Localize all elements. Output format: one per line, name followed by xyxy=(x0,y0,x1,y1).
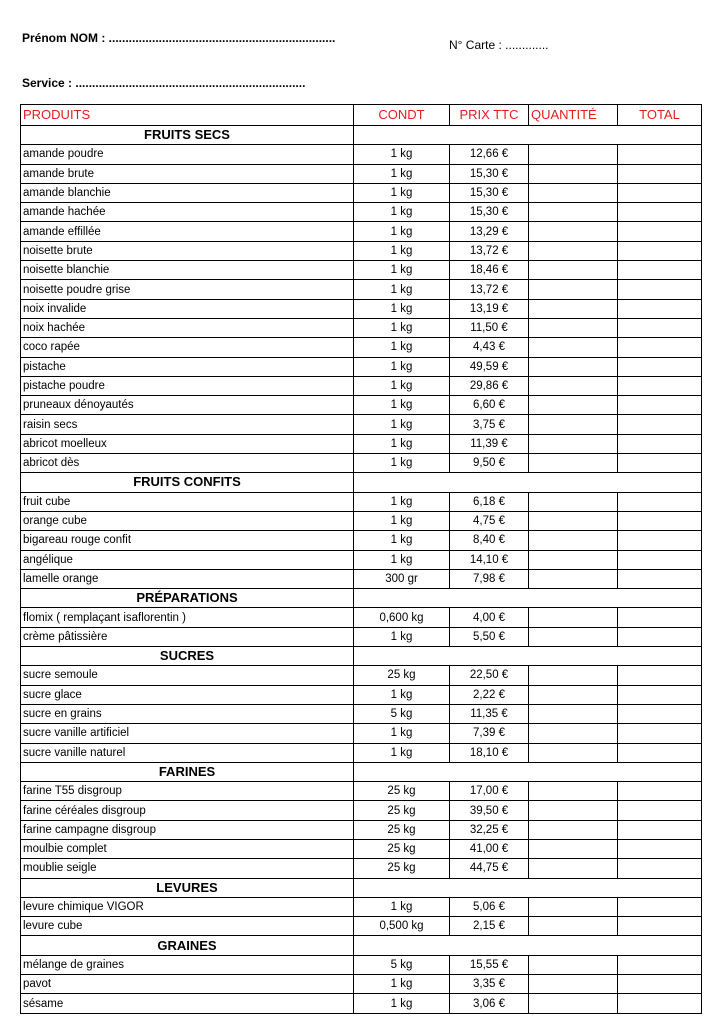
product-price: 13,72 € xyxy=(450,280,529,299)
product-packaging: 25 kg xyxy=(354,801,450,820)
product-row xyxy=(21,569,702,588)
product-row xyxy=(21,376,702,395)
product-price: 5,06 € xyxy=(450,897,529,916)
product-row xyxy=(21,203,702,222)
product-row xyxy=(21,685,702,704)
product-packaging: 1 kg xyxy=(354,376,450,395)
product-packaging: 1 kg xyxy=(354,511,450,530)
total-cell xyxy=(618,454,702,473)
total-cell xyxy=(618,145,702,164)
product-name: moulbie complet xyxy=(21,839,354,858)
product-packaging: 25 kg xyxy=(354,839,450,858)
total-cell xyxy=(618,801,702,820)
category-title-text: SUCRES xyxy=(159,648,215,664)
quantity-cell[interactable] xyxy=(529,917,618,936)
column-header-price: PRIX TTC xyxy=(450,105,529,126)
product-row xyxy=(21,608,702,627)
product-packaging: 25 kg xyxy=(354,782,450,801)
product-price: 9,50 € xyxy=(450,454,529,473)
total-cell xyxy=(618,241,702,260)
product-packaging: 1 kg xyxy=(354,183,450,202)
product-row xyxy=(21,704,702,723)
total-cell xyxy=(618,299,702,318)
category-title xyxy=(21,589,354,608)
category-row xyxy=(21,126,702,145)
product-packaging: 0,600 kg xyxy=(354,608,450,627)
quantity-cell[interactable] xyxy=(529,531,618,550)
product-row xyxy=(21,261,702,280)
total-cell xyxy=(618,839,702,858)
total-cell xyxy=(618,724,702,743)
product-price: 32,25 € xyxy=(450,820,529,839)
product-packaging: 1 kg xyxy=(354,897,450,916)
quantity-cell[interactable] xyxy=(529,820,618,839)
product-price: 2,22 € xyxy=(450,685,529,704)
product-row xyxy=(21,782,702,801)
product-price: 6,18 € xyxy=(450,492,529,511)
quantity-cell[interactable] xyxy=(529,550,618,569)
quantity-cell[interactable] xyxy=(529,357,618,376)
product-name: amande blanchie xyxy=(21,183,354,202)
product-price: 8,40 € xyxy=(450,531,529,550)
category-title xyxy=(21,647,354,666)
total-cell xyxy=(618,820,702,839)
category-row-blank xyxy=(354,936,702,955)
product-price: 7,98 € xyxy=(450,569,529,588)
product-price: 13,29 € xyxy=(450,222,529,241)
quantity-cell[interactable] xyxy=(529,183,618,202)
product-packaging: 1 kg xyxy=(354,164,450,183)
product-row xyxy=(21,955,702,974)
total-cell xyxy=(618,859,702,878)
product-name: noisette poudre grise xyxy=(21,280,354,299)
product-name: orange cube xyxy=(21,511,354,530)
product-packaging: 1 kg xyxy=(354,685,450,704)
product-price: 13,19 € xyxy=(450,299,529,318)
quantity-cell[interactable] xyxy=(529,241,618,260)
product-name: levure chimique VIGOR xyxy=(21,897,354,916)
quantity-cell[interactable] xyxy=(529,203,618,222)
category-row xyxy=(21,762,702,781)
quantity-cell[interactable] xyxy=(529,376,618,395)
category-title xyxy=(21,473,354,492)
product-price: 41,00 € xyxy=(450,839,529,858)
product-packaging: 25 kg xyxy=(354,820,450,839)
product-packaging: 300 gr xyxy=(354,569,450,588)
product-row xyxy=(21,492,702,511)
product-row xyxy=(21,434,702,453)
product-row xyxy=(21,454,702,473)
quantity-cell[interactable] xyxy=(529,975,618,994)
product-row xyxy=(21,839,702,858)
product-name: angélique xyxy=(21,550,354,569)
product-packaging: 1 kg xyxy=(354,994,450,1013)
total-cell xyxy=(618,975,702,994)
category-row-blank xyxy=(354,762,702,781)
quantity-cell[interactable] xyxy=(529,724,618,743)
category-row xyxy=(21,647,702,666)
product-name: noix invalide xyxy=(21,299,354,318)
product-price: 15,30 € xyxy=(450,203,529,222)
product-name: amande poudre xyxy=(21,145,354,164)
product-price: 6,60 € xyxy=(450,396,529,415)
product-packaging: 1 kg xyxy=(354,724,450,743)
total-cell xyxy=(618,550,702,569)
product-price: 11,50 € xyxy=(450,318,529,337)
category-title-text: FARINES xyxy=(158,763,216,779)
product-packaging: 1 kg xyxy=(354,975,450,994)
product-price: 5,50 € xyxy=(450,627,529,646)
product-row xyxy=(21,550,702,569)
product-name: pistache xyxy=(21,357,354,376)
product-name: farine campagne disgroup xyxy=(21,820,354,839)
category-row xyxy=(21,878,702,897)
product-packaging: 1 kg xyxy=(354,627,450,646)
product-price: 4,75 € xyxy=(450,511,529,530)
category-title xyxy=(21,878,354,897)
category-row-blank xyxy=(354,126,702,145)
product-packaging: 1 kg xyxy=(354,318,450,337)
total-cell xyxy=(618,357,702,376)
quantity-cell[interactable] xyxy=(529,511,618,530)
product-name: sésame xyxy=(21,994,354,1013)
product-name: raisin secs xyxy=(21,415,354,434)
product-row xyxy=(21,280,702,299)
quantity-cell[interactable] xyxy=(529,801,618,820)
product-packaging: 1 kg xyxy=(354,222,450,241)
product-price: 18,46 € xyxy=(450,261,529,280)
quantity-cell[interactable] xyxy=(529,627,618,646)
product-price: 12,66 € xyxy=(450,145,529,164)
product-packaging: 1 kg xyxy=(354,396,450,415)
product-name: sucre vanille artificiel xyxy=(21,724,354,743)
product-price: 7,39 € xyxy=(450,724,529,743)
product-row xyxy=(21,357,702,376)
quantity-cell[interactable] xyxy=(529,666,618,685)
quantity-cell[interactable] xyxy=(529,145,618,164)
product-packaging: 5 kg xyxy=(354,955,450,974)
quantity-cell[interactable] xyxy=(529,839,618,858)
total-cell xyxy=(618,434,702,453)
product-price: 49,59 € xyxy=(450,357,529,376)
product-row xyxy=(21,241,702,260)
product-price: 4,43 € xyxy=(450,338,529,357)
category-title-text: FRUITS CONFITS xyxy=(133,474,241,490)
category-row-blank xyxy=(354,878,702,897)
category-row xyxy=(21,589,702,608)
quantity-cell[interactable] xyxy=(529,685,618,704)
product-name: abricot moelleux xyxy=(21,434,354,453)
table-body xyxy=(21,126,702,1014)
quantity-cell[interactable] xyxy=(529,318,618,337)
product-row xyxy=(21,724,702,743)
product-packaging: 25 kg xyxy=(354,666,450,685)
product-price: 13,72 € xyxy=(450,241,529,260)
product-name: sucre glace xyxy=(21,685,354,704)
product-row xyxy=(21,859,702,878)
quantity-cell[interactable] xyxy=(529,782,618,801)
total-cell xyxy=(618,782,702,801)
product-packaging: 1 kg xyxy=(354,145,450,164)
product-packaging: 1 kg xyxy=(354,531,450,550)
card-number-label: N° Carte : ............. xyxy=(449,38,549,52)
product-packaging: 1 kg xyxy=(354,454,450,473)
product-price: 22,50 € xyxy=(450,666,529,685)
total-cell xyxy=(618,415,702,434)
quantity-cell[interactable] xyxy=(529,299,618,318)
product-price: 11,39 € xyxy=(450,434,529,453)
product-name: amande effillée xyxy=(21,222,354,241)
product-row xyxy=(21,917,702,936)
total-cell xyxy=(618,704,702,723)
product-name: sucre vanille naturel xyxy=(21,743,354,762)
product-row xyxy=(21,666,702,685)
product-price: 18,10 € xyxy=(450,743,529,762)
product-price: 3,75 € xyxy=(450,415,529,434)
quantity-cell[interactable] xyxy=(529,569,618,588)
product-price: 39,50 € xyxy=(450,801,529,820)
total-cell xyxy=(618,318,702,337)
quantity-cell[interactable] xyxy=(529,222,618,241)
product-packaging: 1 kg xyxy=(354,299,450,318)
quantity-cell[interactable] xyxy=(529,338,618,357)
quantity-cell[interactable] xyxy=(529,396,618,415)
product-packaging: 1 kg xyxy=(354,241,450,260)
column-header-total: TOTAL xyxy=(618,105,702,126)
product-row xyxy=(21,994,702,1013)
product-packaging: 0,500 kg xyxy=(354,917,450,936)
product-row xyxy=(21,338,702,357)
product-packaging: 1 kg xyxy=(354,357,450,376)
product-name: sucre en grains xyxy=(21,704,354,723)
category-row-blank xyxy=(354,647,702,666)
product-packaging: 25 kg xyxy=(354,859,450,878)
total-cell xyxy=(618,531,702,550)
category-row xyxy=(21,936,702,955)
product-row xyxy=(21,511,702,530)
category-row xyxy=(21,473,702,492)
product-name: noisette blanchie xyxy=(21,261,354,280)
product-packaging: 1 kg xyxy=(354,550,450,569)
total-cell xyxy=(618,994,702,1013)
product-name: lamelle orange xyxy=(21,569,354,588)
quantity-cell[interactable] xyxy=(529,415,618,434)
quantity-cell[interactable] xyxy=(529,897,618,916)
product-name: mélange de graines xyxy=(21,955,354,974)
product-row xyxy=(21,975,702,994)
product-price: 15,55 € xyxy=(450,955,529,974)
quantity-cell[interactable] xyxy=(529,454,618,473)
total-cell xyxy=(618,261,702,280)
total-cell xyxy=(618,608,702,627)
product-name: coco rapée xyxy=(21,338,354,357)
product-packaging: 1 kg xyxy=(354,338,450,357)
quantity-cell[interactable] xyxy=(529,743,618,762)
product-packaging: 1 kg xyxy=(354,415,450,434)
product-packaging: 1 kg xyxy=(354,280,450,299)
category-title-text: FRUITS SECS xyxy=(144,127,230,143)
quantity-cell[interactable] xyxy=(529,434,618,453)
quantity-cell[interactable] xyxy=(529,859,618,878)
product-price: 15,30 € xyxy=(450,183,529,202)
product-packaging: 5 kg xyxy=(354,704,450,723)
product-price: 2,15 € xyxy=(450,917,529,936)
product-row xyxy=(21,801,702,820)
product-row xyxy=(21,627,702,646)
total-cell xyxy=(618,376,702,395)
product-name: pistache poudre xyxy=(21,376,354,395)
product-price: 14,10 € xyxy=(450,550,529,569)
category-title xyxy=(21,762,354,781)
quantity-cell[interactable] xyxy=(529,955,618,974)
product-row xyxy=(21,299,702,318)
name-field-label: Prénom NOM : .................................................................... xyxy=(22,31,336,45)
total-cell xyxy=(618,511,702,530)
quantity-cell[interactable] xyxy=(529,704,618,723)
product-price: 3,06 € xyxy=(450,994,529,1013)
product-name: farine T55 disgroup xyxy=(21,782,354,801)
product-price: 4,00 € xyxy=(450,608,529,627)
category-title-text: GRAINES xyxy=(157,937,217,953)
total-cell xyxy=(618,396,702,415)
quantity-cell[interactable] xyxy=(529,280,618,299)
product-row xyxy=(21,396,702,415)
product-row xyxy=(21,415,702,434)
total-cell xyxy=(618,164,702,183)
product-row xyxy=(21,222,702,241)
total-cell xyxy=(618,280,702,299)
service-field-label: Service : ..................................................................... xyxy=(22,76,306,90)
product-packaging: 1 kg xyxy=(354,492,450,511)
product-name: sucre semoule xyxy=(21,666,354,685)
product-price: 44,75 € xyxy=(450,859,529,878)
product-packaging: 1 kg xyxy=(354,434,450,453)
category-title-text: PRÉPARATIONS xyxy=(136,590,238,606)
total-cell xyxy=(618,569,702,588)
total-cell xyxy=(618,627,702,646)
product-row xyxy=(21,897,702,916)
quantity-cell[interactable] xyxy=(529,994,618,1013)
product-price: 11,35 € xyxy=(450,704,529,723)
product-name: bigareau rouge confit xyxy=(21,531,354,550)
quantity-cell[interactable] xyxy=(529,608,618,627)
total-cell xyxy=(618,183,702,202)
product-name: noisette brute xyxy=(21,241,354,260)
category-row-blank xyxy=(354,589,702,608)
column-header-packaging: CONDT xyxy=(354,105,450,126)
total-cell xyxy=(618,917,702,936)
category-title-text: LEVURES xyxy=(156,879,218,895)
total-cell xyxy=(618,743,702,762)
total-cell xyxy=(618,492,702,511)
product-row xyxy=(21,145,702,164)
order-form-table xyxy=(20,104,702,1014)
product-packaging: 1 kg xyxy=(354,203,450,222)
product-name: pruneaux dénoyautés xyxy=(21,396,354,415)
product-name: moublie seigle xyxy=(21,859,354,878)
product-name: amande hachée xyxy=(21,203,354,222)
product-name: crème pâtissière xyxy=(21,627,354,646)
table-header-row xyxy=(21,105,702,126)
total-cell xyxy=(618,955,702,974)
quantity-cell[interactable] xyxy=(529,261,618,280)
product-price: 17,00 € xyxy=(450,782,529,801)
product-name: noix hachée xyxy=(21,318,354,337)
quantity-cell[interactable] xyxy=(529,164,618,183)
category-title xyxy=(21,126,354,145)
product-row xyxy=(21,318,702,337)
total-cell xyxy=(618,897,702,916)
column-header-products: PRODUITS xyxy=(21,105,354,126)
product-row xyxy=(21,531,702,550)
product-price: 29,86 € xyxy=(450,376,529,395)
product-packaging: 1 kg xyxy=(354,261,450,280)
product-name: flomix ( remplaçant isaflorentin ) xyxy=(21,608,354,627)
quantity-cell[interactable] xyxy=(529,492,618,511)
product-row xyxy=(21,183,702,202)
product-row xyxy=(21,164,702,183)
category-row-blank xyxy=(354,473,702,492)
product-price: 3,35 € xyxy=(450,975,529,994)
category-title xyxy=(21,936,354,955)
total-cell xyxy=(618,222,702,241)
product-row xyxy=(21,743,702,762)
product-name: levure cube xyxy=(21,917,354,936)
product-name: farine céréales disgroup xyxy=(21,801,354,820)
product-price: 15,30 € xyxy=(450,164,529,183)
product-packaging: 1 kg xyxy=(354,743,450,762)
total-cell xyxy=(618,203,702,222)
product-row xyxy=(21,820,702,839)
column-header-quantity: QUANTITÉ xyxy=(529,105,618,126)
total-cell xyxy=(618,338,702,357)
product-name: pavot xyxy=(21,975,354,994)
total-cell xyxy=(618,666,702,685)
product-name: abricot dès xyxy=(21,454,354,473)
product-name: amande brute xyxy=(21,164,354,183)
product-name: fruit cube xyxy=(21,492,354,511)
total-cell xyxy=(618,685,702,704)
